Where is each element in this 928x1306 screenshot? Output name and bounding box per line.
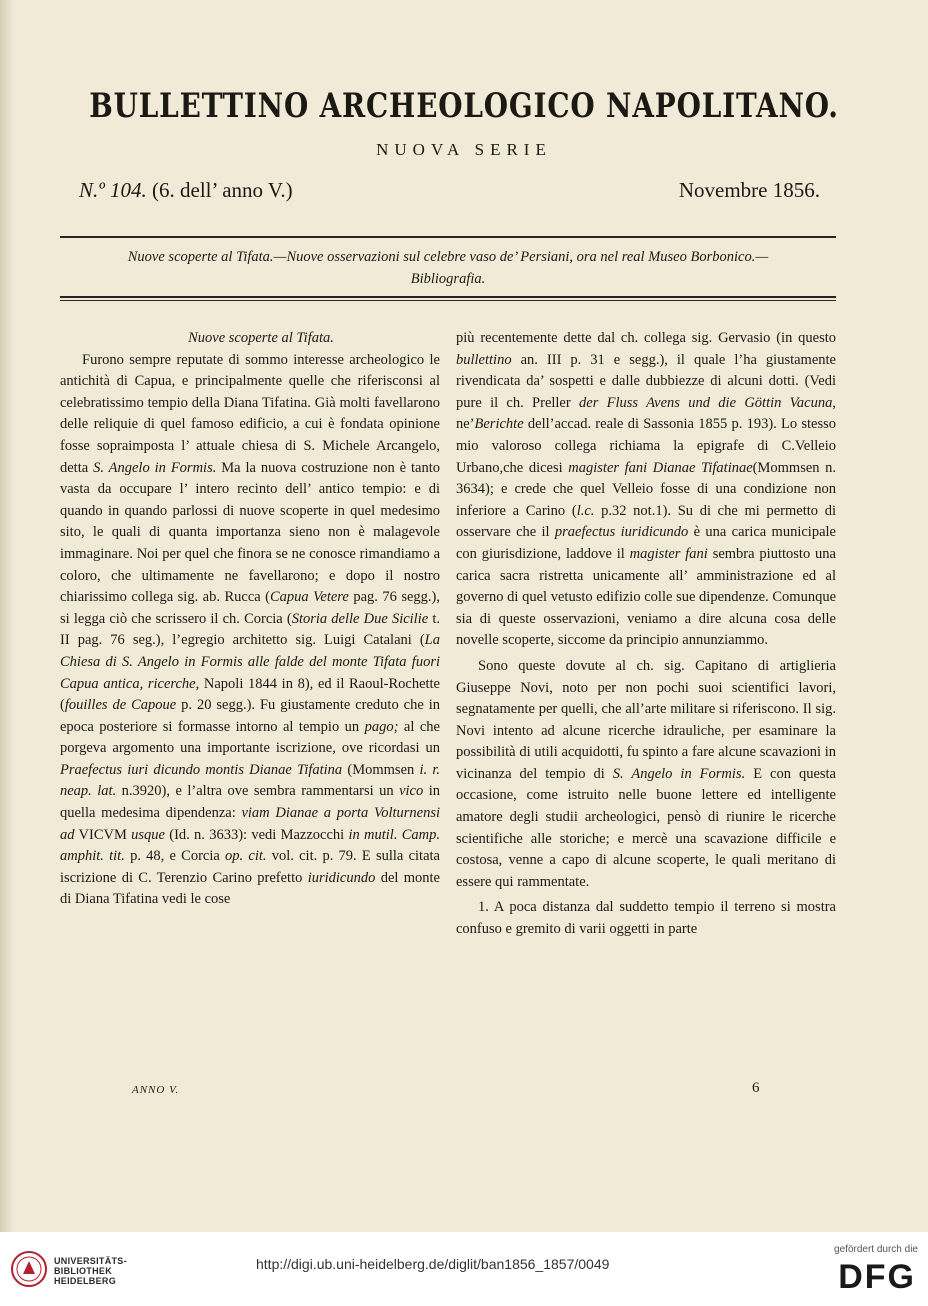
- issue-number: [79, 178, 293, 203]
- funding-label: gefördert durch die: [834, 1244, 918, 1255]
- middle-rule: [60, 296, 836, 298]
- table-of-contents: [60, 246, 836, 290]
- series-label: NUOVA SERIE: [376, 140, 552, 159]
- left-column: [60, 328, 440, 911]
- section-heading: Nuove scoperte al Tifata.: [188, 330, 334, 346]
- library-name: UNIVERSITÄTS- BIBLIOTHEK HEIDELBERG: [54, 1256, 127, 1286]
- permalink-url[interactable]: http://digi.ub.uni-heidelberg.de/diglit/ban1856_1857/0049: [256, 1256, 610, 1272]
- paragraph: Furono sempre reputate di sommo interesse archeologico le antichità di Capua, e principalmente quelle che riferisconsi al celebratissimo tempio della Diana Tifatina. Già molti favellarono delle reliquie di quel famoso edificio, a cui è fondata opinione fosse sopraimposta l’ attuale chiesa di S. Michele Arcangelo, detta S. Angelo in Formis. Ma la nuova costruzione non è tanto vasta da occupare l’ intero recinto dell’ antico tempio: e di quando in quando parlossi di nuove scoperte in quel medesimo sito, le quali di quanta importanza sieno non è malagevole immaginare. Noi per quel che finora se ne conosce rimandiamo a coloro, che ultimamente ne favellarono; e dopo il nostro chiarissimo collega sig. ab. Rucca (Capua Vetere pag. 76 segg.), si legga ciò che scrissero il ch. Corcia (Storia delle Due Sicilie t. II pag. 76 seg.), l’egregio architetto sig. Luigi Catalani (La Chiesa di S. Angelo in Formis alle falde del monte Tifata fuori Capua antica, ricerche, Napoli 1844 in 8), ed il Raoul-Rochette (fouilles de Capoue p. 20 segg.). Fu giustamente creduto che in epoca posteriore si formasse intorno al tempio un pago; al che porgeva argomento una importante iscrizione, ove ricordasi un Praefectus iuri dicundo montis Dianae Tifatina (Mommsen i. r. neap. lat. n.3920), e l’altra ove sembra rammentarsi un vico in quella medesima dipendenza: viam Dianae a porta Volturnensi ad VICVM usque (Id. n. 3633): vedi Mazzocchi in mutil. Camp. amphit. tit. p. 48, e Corcia op. cit. vol. cit. p. 79. E sulla citata iscrizione di C. Terenzio Carino prefetto iuridicundo del monte di Diana Tifatina vedi le cose: [60, 351, 441, 908]
- dfg-logo: DFG: [838, 1258, 916, 1296]
- university-seal-icon: [10, 1250, 48, 1288]
- issue-date: Novembre 1856.: [678, 178, 820, 202]
- viewer-footer: [0, 1232, 928, 1306]
- right-column: [456, 328, 836, 941]
- paragraph: 1. A poca distanza dal suddetto tempio il terreno si mostra confuso e gremito di varii oggetti in parte: [456, 899, 836, 938]
- paragraph: Sono queste dovute al ch. sig. Capitano di artiglieria Giuseppe Novi, noto per non pochi suoi scientifici lavori, segnatamente per quelli, che all’arte militare si riferiscono. Il sig. Novi intento ad alcune ricerche idrauliche, per esaminare la possibilità di utili acquidotti, fu spinto a fare alcune scavazioni in vicinanza del tempio di S. Angelo in Formis. E con questa occasione, come istruito nelle buone lettere ed intelligente amatore degli studii archeologici, pensò di riunire le ricerche scientifiche alle storiche; e mercè una scavazione difficile e costosa, venne a capo di alcune scoperte, le quali meritano di essere qui rammentate.: [456, 657, 836, 890]
- contents-line-2: Bibliografia.: [410, 271, 486, 287]
- page-number: 6: [752, 1080, 760, 1096]
- issue-year: (6. dell’ anno V.): [152, 178, 293, 202]
- middle-rule-thin: [60, 300, 836, 301]
- contents-line-1: Nuove scoperte al Tifata.—Nuove osservazioni sul celebre vaso de’ Persiani, ora nel real Museo Borbonico.—: [127, 249, 769, 265]
- paragraph: più recentemente dette dal ch. collega sig. Gervasio (in questo bullettino an. III p. 31 e segg.), il quale l’ha giustamente rivendicata da’ sospetti e dalle dubbiezze di alcuni dotti. (Vedi pure il ch. Preller der Fluss Avens und die Göttin Vacuna, ne’Berichte dell’accad. reale di Sassonia 1855 p. 193). Lo stesso mio valoroso collega richiama la epigrafe di C.Velleio Urbano,che dicesi magister fani Dianae Tifatinae(Mommsen n. 3634); e crede che quel Velleio fosse di una condizione non inferiore a Carino (l.c. p.32 not.1). Su di che mi permetto di osservare che il praefectus iuridicundo è una carica municipale con giurisdizione, laddove il magister fani sembra piuttosto una carica sacra ristretta unicamente all’ amministrazione ed al governo di quel vetusto edifizio colle sue dipendenze. Comunque sia di queste osservazioni, veniamo a dire alcuna cosa delle novelle scoperte, siccome da principio annunziammo.: [456, 330, 837, 649]
- issue-no: N.º 104.: [79, 178, 147, 202]
- journal-title: BULLETTINO ARCHEOLOGICO NAPOLITANO.: [89, 86, 839, 126]
- signature-mark: ANNO V.: [132, 1084, 180, 1096]
- top-rule: [60, 236, 836, 238]
